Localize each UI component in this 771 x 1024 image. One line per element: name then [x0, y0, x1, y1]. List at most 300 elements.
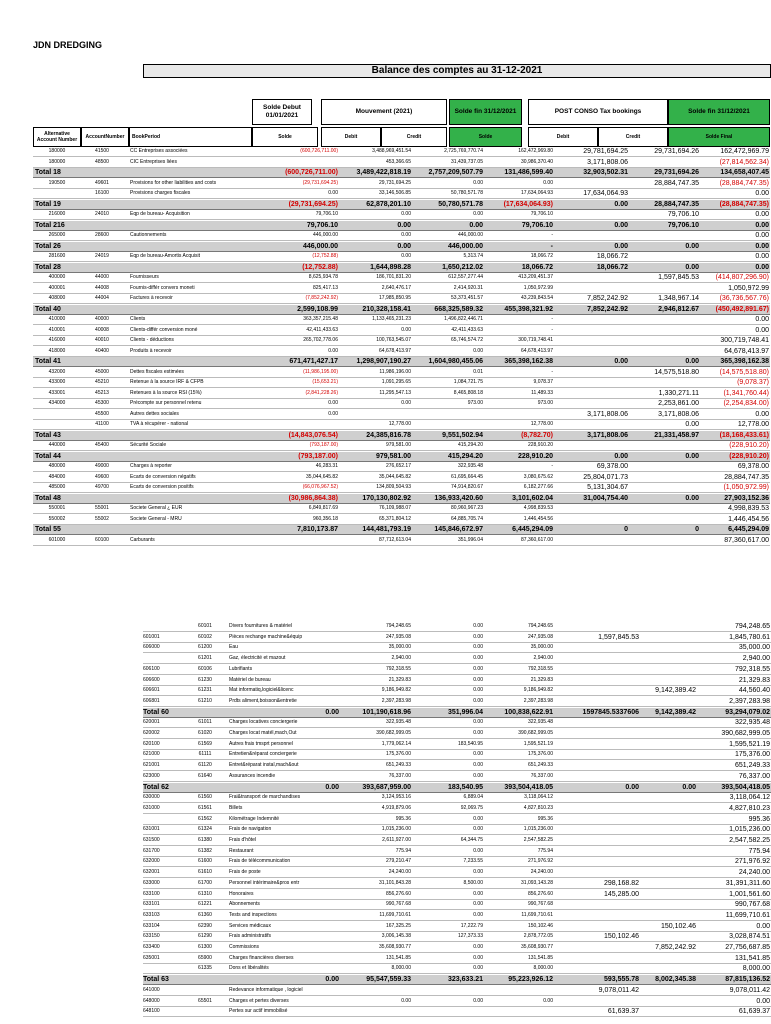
- cell-code: 61562: [198, 815, 212, 822]
- cell-post-debit: 29,781,694.25: [583, 148, 628, 155]
- cell-solde-final: 300,719,748.41: [720, 337, 769, 344]
- table-row: [143, 868, 771, 878]
- cell-label: Dons et libéralités: [229, 965, 269, 972]
- cell-post-credit: 21,331,458.97: [654, 431, 699, 439]
- cell-solde-final: 0.00: [755, 263, 769, 271]
- cell-solde-final: 6,445,294.09: [728, 526, 769, 533]
- cell-solde-fin: -: [551, 232, 553, 238]
- cell-code: 61201: [198, 655, 212, 662]
- cell-solde-fin: -: [551, 463, 553, 469]
- cell-post-debit: 0: [624, 526, 628, 533]
- cell-account: 621000: [143, 751, 160, 758]
- cell-alt: 601000: [48, 536, 66, 543]
- cell-solde-debut: (600,726,711.00): [300, 148, 338, 154]
- total-row: [143, 783, 771, 793]
- cell-alt: 433001: [48, 389, 66, 396]
- cell-debit: 8,000.00: [391, 965, 411, 972]
- cell-debit: 979,581.00: [385, 442, 411, 448]
- cell-solde-final: (28,884,747.35): [719, 179, 769, 187]
- cell-post-debit: 3,171,808.06: [587, 431, 628, 439]
- cell-book: Carburants: [130, 536, 155, 543]
- cell-label: Restaurant: [229, 847, 254, 854]
- cell-solde-debut: 0.00: [325, 976, 339, 984]
- cell-account: 44000: [95, 274, 109, 280]
- cell-solde-fin: 131,541.85: [527, 954, 553, 961]
- cell-post-debit: 3,171,808.06: [587, 410, 628, 418]
- cell-debit: 9,186,949.82: [381, 687, 411, 694]
- cell-debit: 2,397,283.98: [381, 697, 411, 704]
- cell-debit: 35,000.00: [388, 644, 411, 651]
- cell-solde-fin: 1,595,521.19: [523, 740, 553, 747]
- cell-solde-debut: 6,849,817.69: [308, 505, 338, 511]
- cell-credit: 0.00: [473, 815, 483, 822]
- cell-post-credit: 2,253,861.00: [658, 400, 699, 407]
- cell-debit: 0.00: [401, 253, 411, 259]
- cell-credit: 53,373,451.57: [451, 295, 483, 301]
- cell-credit: 92,069.75: [460, 804, 483, 811]
- cell-post-credit: 28,884,747.35: [654, 179, 699, 187]
- col-solde-final: Solde Final: [668, 127, 770, 147]
- table-row: [33, 273, 770, 283]
- cell-credit: 0.00: [473, 751, 483, 758]
- cell-credit: 145,846,672.97: [434, 526, 483, 533]
- total-row: [33, 242, 770, 252]
- cell-label: Prdts aliment,boisson&entretie: [229, 697, 297, 704]
- cell-credit: 0.00: [473, 762, 483, 769]
- table-row: [33, 147, 770, 157]
- col-post-credit: Credit: [598, 127, 668, 147]
- cell-post-debit: 0.00: [614, 200, 628, 208]
- cell-book: Retenue à la source IRF & CFPB: [130, 379, 204, 385]
- cell-credit: 6,889.04: [463, 794, 483, 801]
- cell-credit: 446,000.00: [447, 242, 483, 250]
- cell-code: 61324: [198, 826, 212, 833]
- cell-debit: 0.00: [397, 221, 411, 229]
- cell-total-label: Total 43: [35, 431, 61, 439]
- cell-code: 61231: [198, 687, 212, 694]
- cell-alt: 265000: [48, 232, 66, 238]
- table-row: [143, 697, 771, 707]
- cell-account: 45213: [95, 389, 109, 396]
- cell-credit: 8,500.00: [463, 879, 483, 886]
- cell-label: Frais d'hôtel: [229, 837, 257, 843]
- cell-post-debit: 0.00: [614, 358, 628, 365]
- cell-solde-fin: 79,706.10: [521, 221, 553, 229]
- cell-solde-fin: 30,986,370.40: [521, 158, 553, 165]
- company-name: JDN DREDGING: [33, 40, 103, 50]
- cell-alt: 190500: [48, 179, 66, 186]
- table-row: [33, 326, 770, 336]
- cell-code: 60102: [198, 633, 212, 640]
- cell-code: 61020: [198, 730, 212, 736]
- cell-post-debit: 150,102.46: [603, 933, 639, 941]
- table-row: [143, 847, 771, 857]
- cell-credit: 136,933,420.60: [434, 494, 483, 502]
- cell-solde-final: 31,391,311.60: [725, 879, 770, 887]
- table-row: [33, 284, 770, 294]
- cell-solde-final: 35,000.00: [738, 644, 770, 652]
- table-row: [33, 536, 770, 546]
- cell-alt: 408000: [48, 295, 66, 301]
- cell-solde-debut: (14,843,076.54): [288, 431, 338, 439]
- cell-solde-fin: 393,504,418.05: [504, 783, 553, 791]
- cell-solde-final: 0.00: [755, 211, 769, 218]
- total-row: [33, 168, 770, 178]
- cell-post-credit: 0.00: [685, 421, 699, 428]
- cell-solde-final: 2,397,283.98: [729, 697, 770, 705]
- cell-book: Cautionnements: [130, 232, 167, 238]
- cell-credit: 351,996.04: [457, 536, 483, 543]
- cell-credit: 0.00: [473, 633, 483, 640]
- cell-debit: 0.00: [401, 232, 411, 238]
- cell-debit: 35,608,930.77: [379, 944, 411, 950]
- cell-debit: 76,337.00: [388, 772, 411, 779]
- cell-code: 61111: [198, 751, 212, 758]
- table-row: [33, 462, 770, 472]
- cell-account: 40010: [95, 337, 109, 343]
- cell-book: Clients - déductions: [130, 337, 174, 343]
- cell-debit: 29,731,694.25: [379, 179, 411, 186]
- cell-solde-debut: (12,752.88): [302, 263, 338, 271]
- total-row: [33, 357, 770, 367]
- cell-solde-fin: 322,935.48: [527, 719, 553, 726]
- cell-solde-final: 134,658,407.45: [720, 169, 769, 176]
- cell-account: 28600: [95, 232, 109, 238]
- cell-solde-fin: 18,066.72: [530, 253, 553, 259]
- cell-total-label: Total 60: [143, 708, 169, 716]
- cell-solde-fin: -: [551, 316, 553, 322]
- cell-solde-final: 990,767.68: [734, 901, 770, 909]
- cell-solde-fin: -: [551, 326, 553, 333]
- cell-code: 61230: [198, 676, 212, 683]
- cell-alt: 418000: [48, 347, 66, 354]
- cell-debit: 3,124,953.16: [381, 794, 411, 801]
- cell-credit: 0.00: [473, 965, 483, 972]
- table-row: [143, 654, 771, 664]
- table-row: [33, 252, 770, 262]
- cell-debit: 4,919,879.06: [381, 804, 411, 811]
- cell-account: 635001: [143, 954, 160, 961]
- table-row: [143, 633, 771, 643]
- table-row: [143, 825, 771, 835]
- cell-credit: 0.00: [473, 954, 483, 961]
- cell-account: 633000: [143, 879, 160, 886]
- cell-solde-fin: 2,878,772.05: [523, 933, 553, 940]
- header-mouvement: Mouvement (2021): [321, 99, 447, 125]
- cell-code: 61561: [198, 804, 212, 811]
- cell-solde-fin: 0.00: [543, 179, 553, 186]
- cell-solde-final: 69,378.00: [737, 463, 769, 470]
- cell-credit: 50,780,571.78: [451, 190, 483, 196]
- cell-post-credit: 28,884,747.35: [654, 200, 699, 208]
- cell-solde-final: 0.00: [755, 190, 769, 197]
- cell-post-debit: 18,066.72: [596, 253, 628, 260]
- header-post-conso: POST CONSO Tax bookings: [528, 99, 668, 125]
- cell-credit: 323,633.21: [447, 976, 483, 984]
- cell-solde-fin: 2,397,283.98: [523, 697, 553, 704]
- cell-solde-debut: 960,356.18: [312, 515, 338, 522]
- cell-debit: 17,985,850.95: [379, 295, 411, 301]
- cell-book: Charges à reporter: [130, 463, 172, 469]
- cell-post-credit: 7,852,242.92: [655, 944, 696, 951]
- cell-debit: 1,298,907,190.27: [356, 358, 411, 365]
- cell-account: 41500: [95, 148, 109, 154]
- cell-solde-fin: 3,101,602.04: [512, 494, 553, 502]
- cell-alt: 485000: [48, 484, 66, 490]
- cell-debit: 134,809,504.93: [376, 484, 411, 490]
- cell-debit: 186,701,831.20: [376, 274, 411, 280]
- table-row: [143, 772, 771, 782]
- cell-credit: 0.00: [473, 772, 483, 779]
- cell-solde-debut: 446,000.00: [302, 242, 338, 250]
- cell-post-debit: 25,804,071.73: [583, 473, 628, 481]
- cell-debit: 210,328,158.41: [362, 305, 411, 313]
- cell-code: 61640: [198, 772, 212, 779]
- cell-solde-final: 44,560.40: [738, 687, 770, 695]
- cell-account: 648100: [143, 1008, 160, 1015]
- cell-post-credit: 150,102.46: [660, 922, 696, 930]
- total-row: [33, 263, 770, 273]
- cell-debit: 11,295,547.13: [379, 389, 411, 396]
- table-row: [33, 515, 770, 525]
- cell-solde-final: 64,678,413.97: [724, 347, 769, 355]
- cell-solde-fin: 87,360,617.00: [521, 536, 553, 543]
- cell-solde-final: 0.00: [755, 316, 769, 323]
- cell-solde-debut: 42,411,433.63: [306, 326, 338, 333]
- cell-solde-fin: -: [551, 368, 553, 375]
- cell-label: Charges locat matél,mach,Out: [229, 730, 297, 736]
- cell-solde-final: 651,249.33: [734, 762, 770, 770]
- cell-solde-fin: 9,078.37: [533, 379, 553, 385]
- cell-account: 44004: [95, 295, 109, 301]
- cell-debit: 33,146,506.85: [379, 190, 411, 196]
- cell-code: 61210: [198, 697, 212, 704]
- cell-debit: 856,276.60: [385, 890, 411, 897]
- cell-solde-fin: (8,782.70): [521, 431, 553, 439]
- cell-solde-fin: 0.00: [543, 997, 553, 1004]
- cell-code: 65501: [198, 997, 212, 1004]
- cell-solde-final: 0.00: [755, 242, 769, 250]
- cell-credit: 64,344.75: [460, 837, 483, 843]
- cell-solde-final: (27,814,562.34): [719, 158, 769, 166]
- cell-total-label: Total 41: [35, 358, 61, 365]
- cell-post-credit: 29,731,694.26: [654, 169, 699, 176]
- cell-debit: 167,325.25: [385, 922, 411, 929]
- cell-credit: 61,695,664.45: [451, 473, 483, 480]
- cell-credit: 65,746,574.72: [451, 337, 483, 343]
- cell-label: Frais administratifs: [229, 933, 271, 940]
- total-row: [33, 431, 770, 441]
- cell-solde-final: (18,168,433.61): [719, 431, 769, 439]
- cell-solde-final: 271,976.92: [734, 858, 770, 866]
- cell-credit: 0.00: [473, 655, 483, 662]
- table-row: [33, 504, 770, 514]
- cell-solde-fin: 856,276.60: [527, 890, 553, 897]
- cell-label: Entretien&réparat conciergerie: [229, 751, 297, 758]
- total-row: [33, 305, 770, 315]
- cell-book: Précompte sur personnel retenu: [130, 400, 202, 406]
- cell-code: 61011: [198, 719, 212, 726]
- cell-debit: 175,376.00: [385, 751, 411, 758]
- cell-debit: 322,935.48: [385, 719, 411, 726]
- cell-alt: 432000: [48, 368, 66, 375]
- cell-label: Billets: [229, 804, 243, 811]
- cell-debit: 11,986,196.00: [379, 368, 411, 375]
- cell-solde-debut: 0.00: [325, 783, 339, 791]
- cell-label: Autres frais tmsprt personnel: [229, 740, 293, 747]
- cell-solde-debut: (11,986,195.00): [303, 368, 338, 375]
- cell-solde-fin: 3,080,675.62: [523, 473, 553, 480]
- cell-credit: 1,084,721.75: [453, 379, 483, 385]
- cell-total-label: Total 55: [35, 526, 61, 533]
- cell-label: Entret&réparat instal,mach&out: [229, 762, 299, 769]
- cell-account: 633400: [143, 944, 160, 950]
- col-alternative-account: Alternative Account Number: [33, 127, 81, 147]
- cell-book: Clients: [130, 316, 146, 322]
- cell-code: 61290: [198, 933, 212, 940]
- table-row: [33, 410, 770, 420]
- cell-solde-final: 0.00: [755, 221, 769, 229]
- cell-account: 24019: [95, 253, 109, 259]
- cell-credit: 183,540.95: [457, 740, 483, 747]
- cell-total-label: Total 28: [35, 263, 61, 271]
- cell-total-label: Total 44: [35, 452, 61, 460]
- cell-credit: 1,650,212.02: [442, 263, 483, 271]
- cell-solde-fin: 131,486,599.40: [504, 169, 553, 176]
- cell-post-credit: 0.00: [685, 242, 699, 250]
- cell-solde-fin: 228,910.20: [527, 442, 553, 448]
- table-row: [143, 815, 771, 825]
- cell-credit: 668,325,589.32: [434, 305, 483, 313]
- cell-credit: 183,540.95: [447, 783, 483, 791]
- cell-account: 606000: [143, 644, 160, 651]
- cell-post-credit: 79,706.10: [667, 221, 699, 229]
- cell-label: Frai&transport de marchandises: [229, 794, 301, 801]
- cell-debit: 390,682,999.05: [376, 730, 411, 736]
- table-row: [33, 158, 770, 168]
- cell-debit: 775.94: [395, 847, 411, 854]
- cell-solde-fin: 100,838,622.91: [504, 708, 553, 716]
- cell-credit: 0.00: [473, 826, 483, 833]
- cell-solde-fin: 3,118,064.12: [524, 794, 553, 801]
- cell-solde-fin: 8,000.00: [533, 965, 553, 972]
- cell-alt: 400000: [48, 274, 66, 280]
- cell-post-credit: 2,946,812.67: [658, 305, 699, 313]
- cell-alt: 281600: [48, 253, 66, 259]
- cell-debit: 24,385,816.78: [366, 431, 411, 439]
- cell-account: 632001: [143, 869, 160, 876]
- cell-solde-final: 792,318.55: [734, 665, 770, 673]
- total-row: [33, 452, 770, 462]
- cell-code: 61200: [198, 644, 212, 651]
- cell-post-debit: 298,168.82: [603, 879, 639, 887]
- cell-solde-final: (450,492,891.67): [715, 305, 769, 313]
- cell-solde-final: (1,050,972.99): [723, 484, 769, 491]
- cell-total-label: Total 26: [35, 242, 61, 250]
- cell-solde-final: 775.94: [748, 847, 770, 855]
- cell-post-debit: 31,004,754.40: [583, 494, 628, 502]
- cell-account: 40400: [95, 347, 109, 354]
- cell-account: 55001: [95, 505, 109, 511]
- cell-book: CC Entreprises associées: [130, 148, 188, 154]
- cell-book: Eqp de bureau-Amortis Acquisit: [130, 253, 201, 259]
- cell-solde-final: 1,015,236.00: [729, 826, 770, 834]
- cell-total-label: Total 19: [35, 200, 61, 208]
- cell-solde-fin: 2,940.00: [533, 655, 553, 662]
- cell-solde-debut: 79,706.10: [315, 211, 338, 217]
- cell-label: Honoraires: [229, 890, 254, 897]
- cell-post-credit: 1,597,845.53: [658, 274, 699, 281]
- cell-debit: 247,935.08: [385, 633, 411, 640]
- cell-solde-fin: 775.94: [537, 847, 553, 854]
- cell-account: 620100: [143, 740, 160, 747]
- cell-solde-final: 794,248.65: [734, 623, 770, 630]
- cell-credit: 2,725,769,770.74: [444, 148, 483, 154]
- cell-solde-debut: (7,852,242.92): [305, 295, 338, 301]
- cell-debit: 0.00: [401, 400, 411, 406]
- cell-debit: 0.00: [401, 211, 411, 217]
- cell-credit: 80,960,967.23: [451, 505, 483, 511]
- cell-account: 41100: [95, 421, 109, 427]
- cell-post-debit: 18,066.72: [596, 263, 628, 271]
- cell-solde-fin: 64,678,413.97: [521, 347, 553, 354]
- cell-account: 631000: [143, 804, 160, 811]
- cell-solde-final: 0.00: [755, 326, 769, 334]
- cell-solde-fin: 35,000.00: [530, 644, 553, 651]
- cell-debit: 101,190,618.96: [362, 708, 411, 716]
- cell-credit: 0.00: [469, 221, 483, 229]
- total-row: [33, 221, 770, 231]
- cell-debit: 1,091,295.65: [381, 379, 411, 385]
- cell-solde-final: 3,028,874.51: [729, 933, 770, 941]
- cell-book: Sécurité Sociale: [130, 442, 167, 448]
- cell-solde-debut: (600,726,711.00): [285, 169, 338, 176]
- cell-label: Assurances incendie: [229, 772, 276, 779]
- cell-solde-final: 393,504,418.05: [721, 783, 770, 791]
- table-row: [33, 368, 770, 378]
- table-row: [33, 347, 770, 357]
- cell-account: 632000: [143, 858, 160, 865]
- cell-debit: 979,581.00: [375, 452, 411, 460]
- cell-debit: 995.36: [395, 815, 411, 822]
- cell-account: 641000: [143, 986, 160, 993]
- cell-solde-fin: 6,182,277.66: [523, 484, 553, 490]
- cell-debit: 0.00: [401, 326, 411, 333]
- cell-solde-final: 21,329.83: [738, 676, 770, 684]
- cell-post-debit: 61,639.37: [607, 1008, 639, 1016]
- cell-solde-debut: (12,752.88): [312, 253, 338, 259]
- cell-solde-final: 76,337.00: [738, 772, 770, 780]
- cell-post-debit: 0.00: [614, 221, 628, 229]
- table-row: [143, 911, 771, 921]
- cell-solde-fin: 35,608,930.77: [521, 944, 553, 950]
- cell-credit: 0.00: [473, 911, 483, 918]
- table-row: [143, 622, 771, 632]
- cell-credit: 127,373.33: [457, 933, 483, 940]
- cell-debit: 76,109,988.07: [379, 505, 411, 511]
- cell-credit: 64,885,705.74: [451, 515, 483, 522]
- cell-solde-final: (1,341,760.44): [723, 389, 769, 397]
- cell-debit: 12,778.00: [388, 421, 411, 427]
- cell-book: Provisions for other liabilities and costs: [130, 179, 217, 186]
- cell-code: 62390: [198, 922, 212, 929]
- cell-debit: 100,763,545.07: [376, 337, 411, 343]
- cell-solde-fin: 973.00: [537, 400, 553, 406]
- cell-credit: 0.00: [473, 623, 483, 629]
- cell-debit: 64,678,413.97: [379, 347, 411, 354]
- cell-book: Dettes fiscales estimées: [130, 368, 184, 375]
- table-row: [143, 997, 771, 1007]
